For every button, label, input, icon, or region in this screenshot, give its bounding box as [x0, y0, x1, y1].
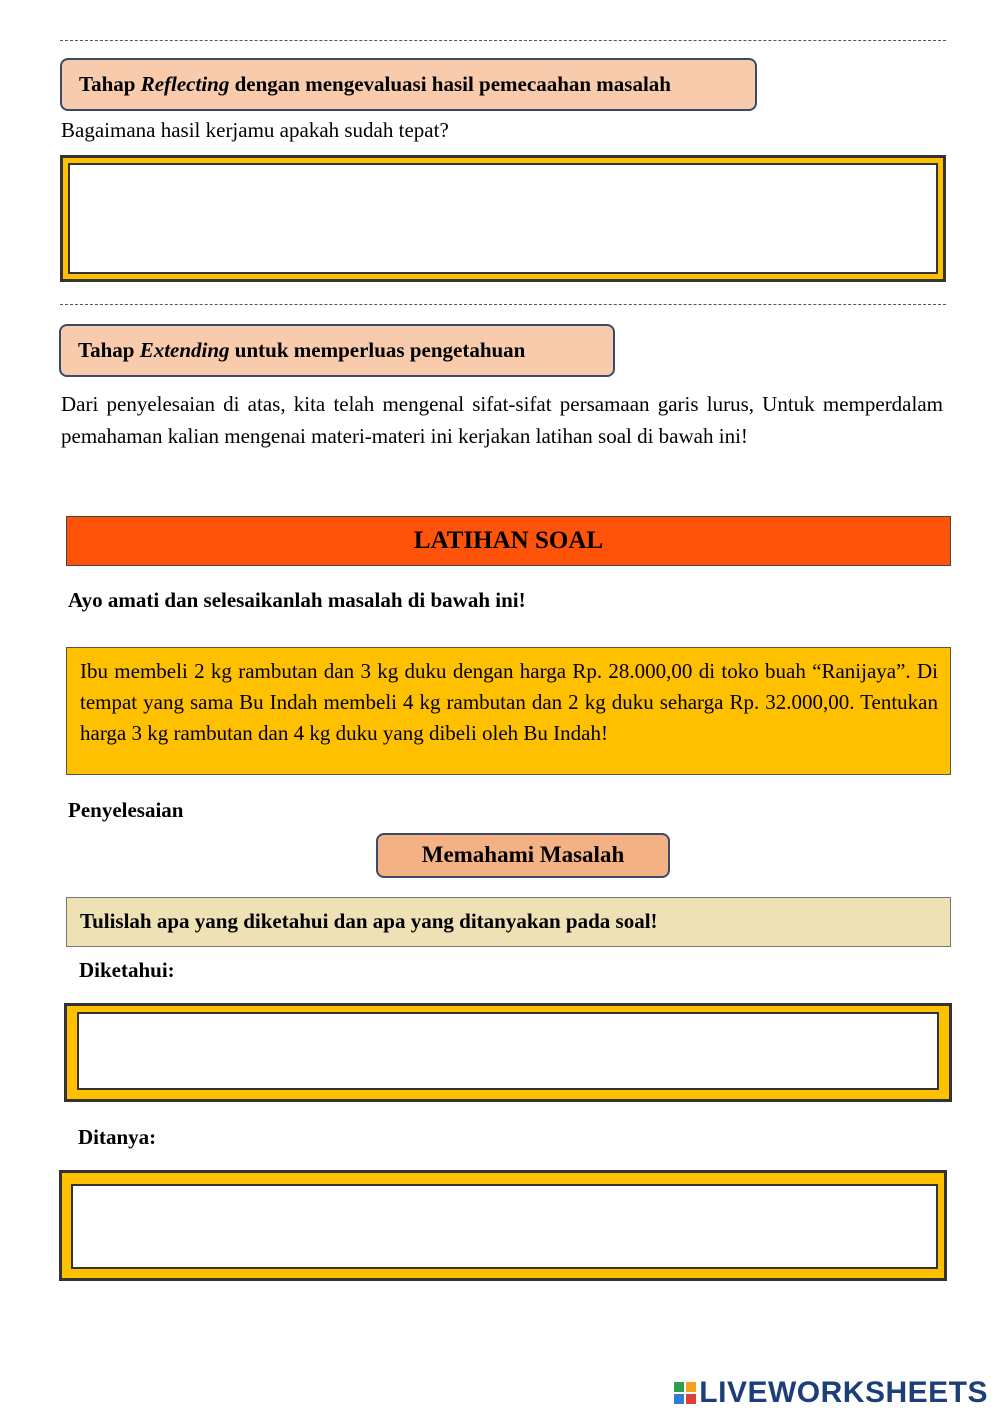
- logo-square: [674, 1394, 684, 1404]
- asked-answer-frame: [59, 1170, 947, 1281]
- known-answer-frame: [64, 1003, 952, 1102]
- known-label: Diketahui:: [79, 958, 175, 982]
- step-memahami-masalah-label: Memahami Masalah: [376, 833, 670, 878]
- reflecting-question: Bagaimana hasil kerjamu apakah sudah tepat?: [61, 118, 449, 142]
- logo-square: [686, 1394, 696, 1404]
- liveworksheets-logo-icon: [674, 1382, 696, 1404]
- reflecting-stage-label: Tahap Reflecting dengan mengevaluasi hasil pemecaahan masalah: [60, 58, 757, 111]
- liveworksheets-logo: [674, 1376, 988, 1410]
- latihan-soal-banner: LATIHAN SOAL: [66, 516, 951, 566]
- section-divider: [60, 40, 946, 41]
- liveworksheets-logo-text: LIVEWORKSHEETS: [699, 1376, 988, 1409]
- asked-label: Ditanya:: [78, 1125, 157, 1149]
- reflecting-answer-frame: [60, 155, 946, 282]
- reflecting-answer-input[interactable]: [70, 165, 936, 272]
- known-answer-box: [77, 1012, 939, 1090]
- section-divider: [60, 304, 946, 305]
- extending-paragraph: Dari penyelesaian di atas, kita telah mengenal sifat-sifat persamaan garis lurus, Untuk memperdalam pemahaman kalian mengenai materi-materi ini kerjakan latihan soal di bawah ini!: [61, 392, 943, 448]
- logo-square: [686, 1382, 696, 1392]
- step-instruction: Tulislah apa yang diketahui dan apa yang ditanyakan pada soal!: [66, 897, 951, 947]
- reflecting-answer-box: [68, 163, 938, 274]
- solution-heading: Penyelesaian: [68, 798, 184, 822]
- logo-square: [674, 1382, 684, 1392]
- problem-statement: Ibu membeli 2 kg rambutan dan 3 kg duku dengan harga Rp. 28.000,00 di toko buah “Ranijaya”. Di tempat yang sama Bu Indah membeli 4 kg rambutan dan 2 kg duku seharga Rp. 32.000,00. Tentukan harga 3 kg rambutan dan 4 kg duku yang dibeli oleh Bu Indah!: [66, 647, 951, 775]
- known-answer-input[interactable]: [79, 1014, 937, 1088]
- asked-answer-input[interactable]: [73, 1186, 936, 1267]
- asked-answer-box: [71, 1184, 938, 1269]
- latihan-instruction: Ayo amati dan selesaikanlah masalah di bawah ini!: [68, 588, 526, 612]
- extending-stage-label: Tahap Extending untuk memperluas pengetahuan: [59, 324, 615, 377]
